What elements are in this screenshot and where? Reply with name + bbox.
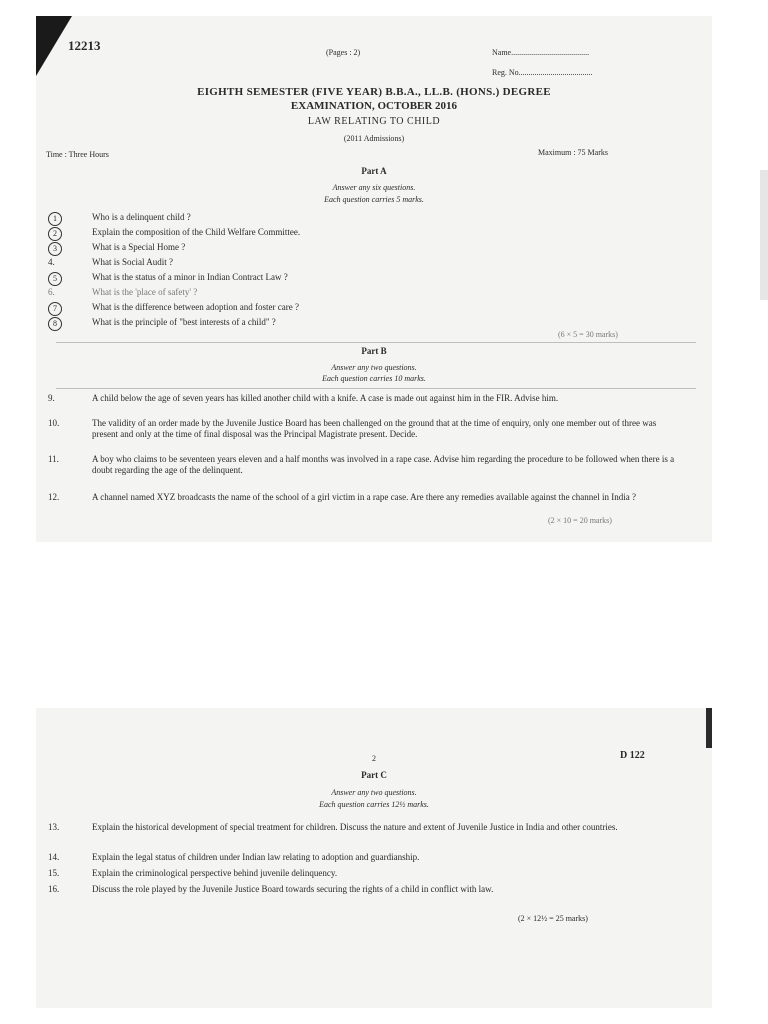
part-a-heading: Part A xyxy=(361,166,387,176)
divider xyxy=(56,388,696,389)
scan-edge xyxy=(760,170,768,300)
exam-page-1: 12213 (Pages : 2) Name....................................... Reg. No..................................... EIGHTH SEMESTER (FIVE YEAR) B.B.A., LL.B. (HONS.) DEGREE EXAMINATION, OCTOBER 2016 LAW RELATING TO CHILD (2011 Admissions) Time : Three Hours Maximum : 75 Marks Part A Answer any six questions. Each question carries 5 marks. 1 Who is a delinquent child ? 2 Explain the composition of the Child Welfare Committee. 3 What is a Special Home ? 4. What is Social Audit ? 5 What is the status of a minor in Indian Contract Law ? 6. What is the 'place of safety' ? 7 What is the difference between adoption and foster care ? 8 What is the principle of "best interests of a child" ? (6 × 5 = 30 marks) Part B Answer any two questions. Each question carries 10 marks. 9. A child below the age of seven years has killed another child with a knife. A case is made out against him in the FIR. Advise him. 10. The validity of an order made by the Juvenile Justice Board has been challenged on the ground that at the time of enquiry, only one member out of three was present and only at the time of final disposal was the Principal Magistrate present. Decide. 11. A boy who claims to be seventeen years eleven and a half months was involved in a rape case. Advise him regarding the procedure to be followed when there is a doubt regarding the age of the delinquent. 12. A channel named XYZ broadcasts the name of the school of a girl victim in a rape case. Are there any remedies available against the channel in India ? (2 × 10 = 20 marks) xyxy=(36,16,712,542)
paper-code-page2: D 122 xyxy=(620,750,645,761)
exam-page-2: 2 D 122 Part C Answer any two questions. Each question carries 12½ marks. 13. Explain the historical development of special treatment for children. Discuss the nature and extent of Juvenile Justice in India and other countries. 14. Explain the legal status of children under Indian law relating to adoption and guardianship. 15. Explain the criminological perspective behind juvenile delinquency. 16. Discuss the role played by the Juvenile Justice Board towards securing the rights of a child in conflict with law. (2 × 12½ = 25 marks) xyxy=(36,708,712,1008)
part-c-instruction: Answer any two questions. xyxy=(331,788,417,797)
scan-shadow xyxy=(36,16,72,76)
reg-no-field: Reg. No..................................... xyxy=(492,68,593,77)
paper-code: 12213 xyxy=(68,38,101,53)
maximum-marks: Maximum : 75 Marks xyxy=(538,148,608,157)
part-b-instruction: Answer any two questions. xyxy=(331,363,417,372)
part-a-marks-note: Each question carries 5 marks. xyxy=(324,195,424,204)
divider xyxy=(56,342,696,343)
scan-shadow xyxy=(706,708,712,748)
page-number: 2 xyxy=(372,754,376,763)
pages-count: (Pages : 2) xyxy=(326,48,361,57)
part-a-total-marks: (6 × 5 = 30 marks) xyxy=(558,330,618,339)
part-b-total-marks: (2 × 10 = 20 marks) xyxy=(548,516,612,525)
part-a-instruction: Answer any six questions. xyxy=(332,183,416,192)
exam-title-line1: EIGHTH SEMESTER (FIVE YEAR) B.B.A., LL.B. (HONS.) DEGREE xyxy=(197,86,551,98)
part-c-heading: Part C xyxy=(361,770,387,780)
subject-title: LAW RELATING TO CHILD xyxy=(307,116,441,127)
name-field: Name....................................... xyxy=(492,48,590,57)
exam-time: Time : Three Hours xyxy=(46,150,109,159)
exam-title-line2: EXAMINATION, OCTOBER 2016 xyxy=(290,100,458,112)
part-b-marks-note: Each question carries 10 marks. xyxy=(322,374,426,383)
part-b-heading: Part B xyxy=(361,346,387,356)
part-c-marks-note: Each question carries 12½ marks. xyxy=(319,800,429,809)
admissions-year: (2011 Admissions) xyxy=(343,134,405,143)
part-c-total-marks: (2 × 12½ = 25 marks) xyxy=(518,914,588,923)
